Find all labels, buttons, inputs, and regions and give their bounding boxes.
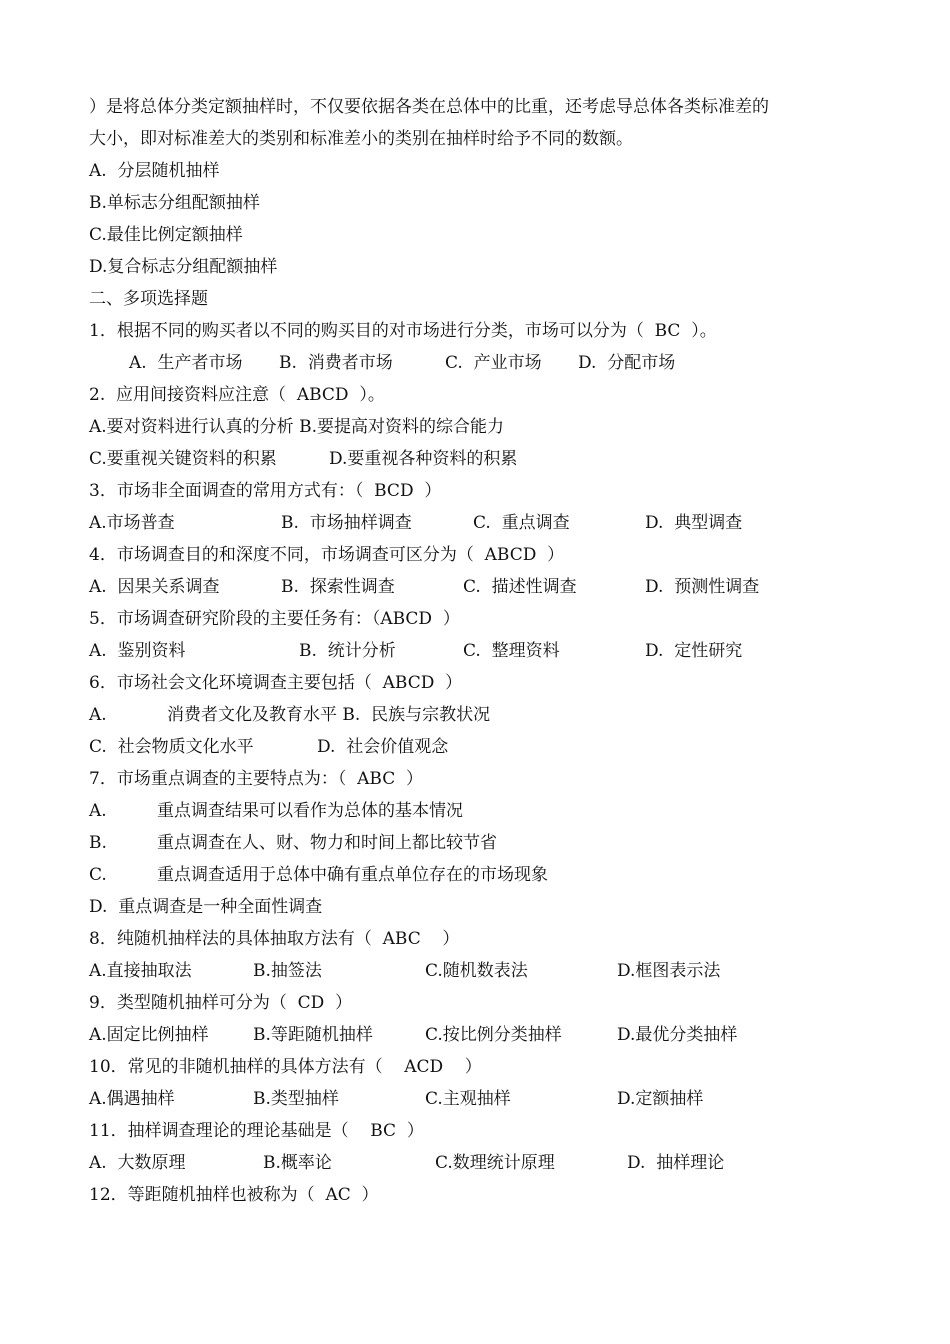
option: C. 产业市场 <box>445 353 542 373</box>
option: B. 消费者市场 <box>279 353 393 373</box>
option: D. 分配市场 <box>578 353 676 373</box>
option: C. 整理资料 <box>463 641 560 661</box>
option: A. 因果关系调查 <box>89 577 220 597</box>
question-10-options <box>89 1083 704 1115</box>
option: A.直接抽取法 <box>89 961 192 981</box>
question-4: 4．市场调查目的和深度不同，市场调查可区分为（ ABCD ） <box>89 545 565 565</box>
question-6: 6．市场社会文化环境调查主要包括（ ABCD ） <box>89 673 463 693</box>
option: D.最优分类抽样 <box>617 1025 738 1045</box>
question-6-options-ab <box>89 699 491 731</box>
option: D. 社会价值观念 <box>317 737 449 757</box>
option: 重点调查适用于总体中确有重点单位存在的市场现象 <box>157 865 548 885</box>
question-7-option-b <box>89 827 497 859</box>
question-3-options <box>89 507 743 539</box>
option: B. 统计分析 <box>299 641 396 661</box>
option: A. 大数原理 <box>89 1153 186 1173</box>
option: D. 典型调查 <box>645 513 743 533</box>
option: C. 社会物质文化水平 <box>89 737 254 757</box>
question-8-options <box>89 955 721 987</box>
intro-option-b: B.单标志分组配额抽样 <box>89 193 260 213</box>
option: C.按比例分类抽样 <box>425 1025 562 1045</box>
option: C.主观抽样 <box>425 1089 511 1109</box>
intro-option-a: A. 分层随机抽样 <box>89 161 220 181</box>
option: C.要重视关键资料的积累 <box>89 449 277 469</box>
option-letter: A. <box>89 705 107 725</box>
option: D. 定性研究 <box>645 641 743 661</box>
option: D.定额抽样 <box>617 1089 704 1109</box>
option: A.偶遇抽样 <box>89 1089 175 1109</box>
question-11: 11．抽样调查理论的理论基础是（ BC ） <box>89 1121 424 1141</box>
option: 消费者文化及教育水平 B. 民族与宗教状况 <box>167 705 491 725</box>
question-7-option-d: D. 重点调查是一种全面性调查 <box>89 897 323 917</box>
question-6-options-cd <box>89 731 449 763</box>
intro-option-c: C.最佳比例定额抽样 <box>89 225 243 245</box>
question-3: 3．市场非全面调查的常用方式有：（ BCD ） <box>89 481 442 501</box>
option-letter: A. <box>89 801 107 821</box>
question-7-option-a <box>89 795 463 827</box>
option: D.要重视各种资料的积累 <box>329 449 518 469</box>
option: A.市场普查 <box>89 513 175 533</box>
question-1-options <box>89 347 676 379</box>
question-11-options <box>89 1147 725 1179</box>
option: B. 市场抽样调查 <box>281 513 412 533</box>
option: D. 抽样理论 <box>627 1153 725 1173</box>
question-7-option-c <box>89 859 548 891</box>
option: D. 预测性调查 <box>645 577 760 597</box>
option: A. 鉴别资料 <box>89 641 186 661</box>
question-4-options <box>89 571 760 603</box>
option: B.类型抽样 <box>253 1089 339 1109</box>
option: A.固定比例抽样 <box>89 1025 209 1045</box>
option: C. 重点调查 <box>473 513 570 533</box>
question-9: 9．类型随机抽样可分为（ CD ） <box>89 993 353 1013</box>
question-8: 8．纯随机抽样法的具体抽取方法有（ ABC ） <box>89 929 460 949</box>
intro-line-1: ）是将总体分类定额抽样时，不仅要依据各类在总体中的比重，还考虑导总体各类标准差的 <box>89 97 769 117</box>
question-2-options-cd <box>89 443 518 475</box>
option: C.数理统计原理 <box>435 1153 555 1173</box>
option: B.等距随机抽样 <box>253 1025 373 1045</box>
question-7: 7．市场重点调查的主要特点为：（ ABC ） <box>89 769 424 789</box>
question-5: 5．市场调查研究阶段的主要任务有：（ABCD ） <box>89 609 460 629</box>
intro-line-2: 大小，即对标准差大的类别和标准差小的类别在抽样时给予不同的数额。 <box>89 129 633 149</box>
question-10: 10．常见的非随机抽样的具体方法有（ ACD ） <box>89 1057 482 1077</box>
option: B.抽签法 <box>253 961 322 981</box>
question-2: 2. 应用间接资料应注意（ ABCD ）。 <box>89 385 385 405</box>
option: D.框图表示法 <box>617 961 721 981</box>
question-12: 12．等距随机抽样也被称为（ AC ） <box>89 1185 379 1205</box>
option: A. 生产者市场 <box>129 353 243 373</box>
intro-option-d: D.复合标志分组配额抽样 <box>89 257 278 277</box>
question-1: 1．根据不同的购买者以不同的购买目的对市场进行分类，市场可以分为（ BC ）。 <box>89 321 717 341</box>
option: C. 描述性调查 <box>463 577 577 597</box>
option-letter: B. <box>89 833 107 853</box>
section-title: 二、多项选择题 <box>89 289 208 309</box>
option: B.概率论 <box>263 1153 332 1173</box>
option: B. 探索性调查 <box>281 577 395 597</box>
option: C.随机数表法 <box>425 961 528 981</box>
option: 重点调查结果可以看作为总体的基本情况 <box>157 801 463 821</box>
question-2-options-ab: A.要对资料进行认真的分析 B.要提高对资料的综合能力 <box>89 417 504 437</box>
question-9-options <box>89 1019 738 1051</box>
question-5-options <box>89 635 743 667</box>
option: 重点调查在人、财、物力和时间上都比较节省 <box>157 833 497 853</box>
option-letter: C. <box>89 865 107 885</box>
